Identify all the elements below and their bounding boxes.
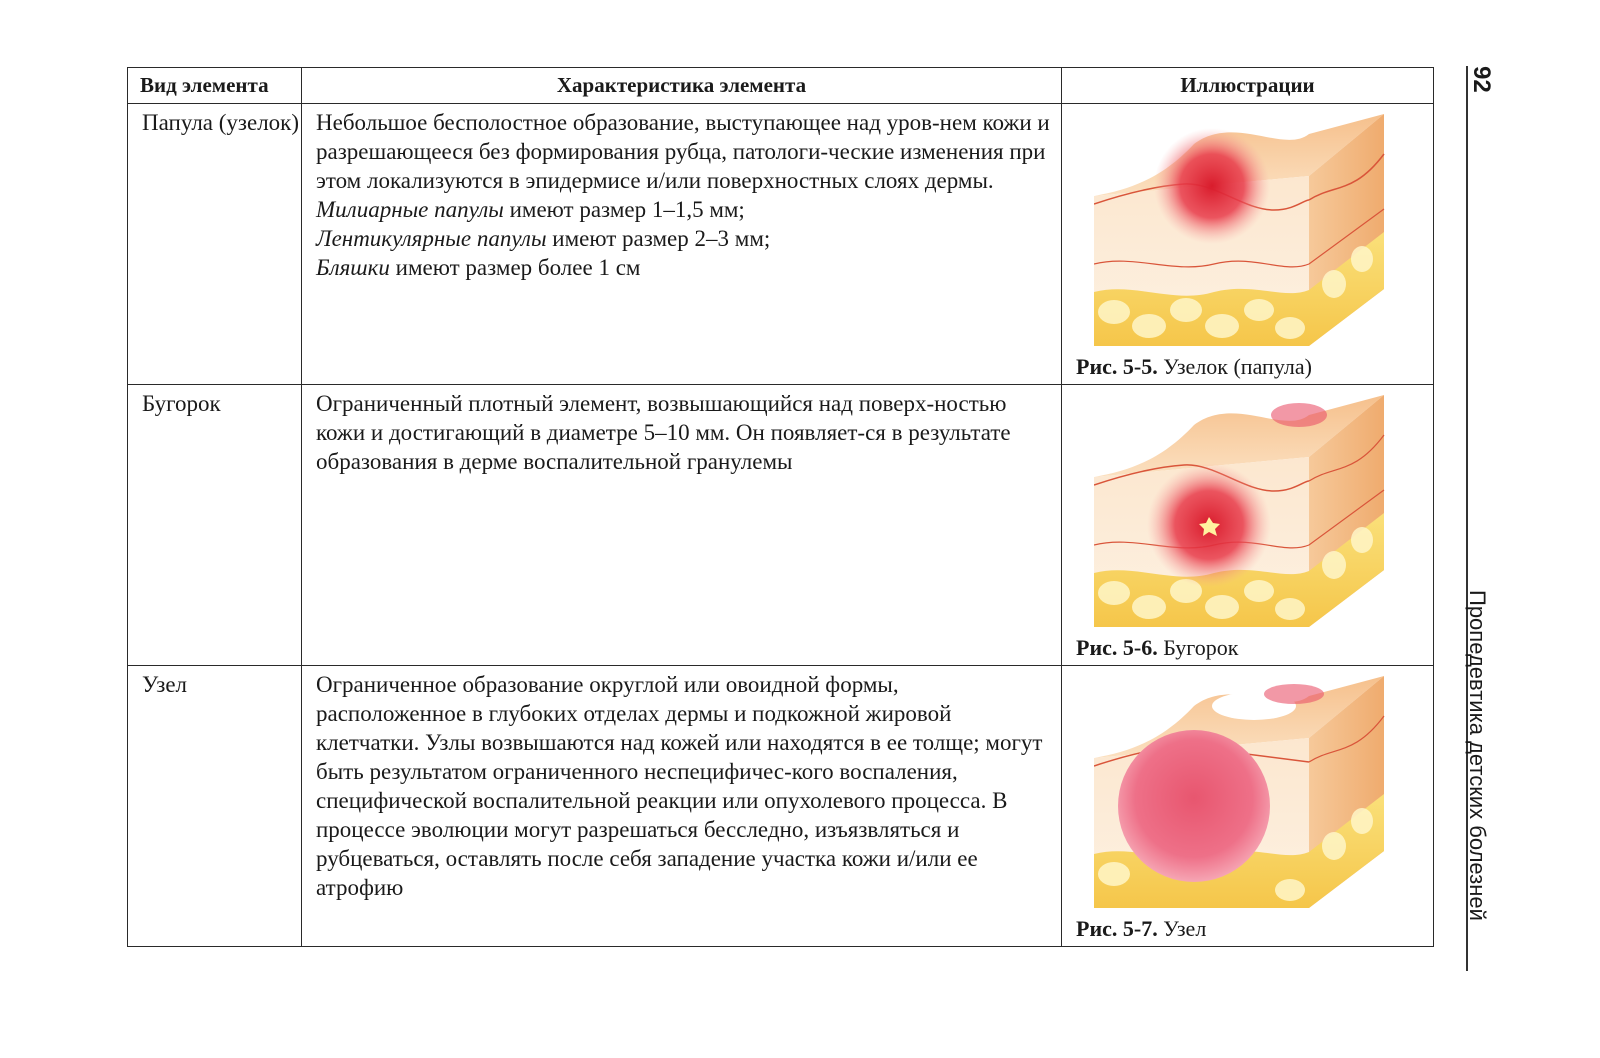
elements-table	[127, 67, 1434, 947]
element-description	[302, 666, 1062, 947]
table-row-papule	[128, 104, 1434, 385]
description-text: Небольшое бесполостное образование, выступающее над уров-нем кожи и разрешающееся без формирования рубца, патологи-ческие изменения при этом локализуются в эпидермисе и/или поверхностных слоях дермы.	[316, 110, 1050, 193]
table-row-tubercle	[128, 385, 1434, 666]
subtype-plaque: Бляшки имеют размер более 1 см	[316, 255, 641, 280]
illustration-cell	[1062, 385, 1434, 666]
element-name: Папула (узелок)	[128, 104, 302, 385]
subtype-lenticular: Лентикулярные папулы имеют размер 2–3 мм;	[316, 226, 771, 251]
element-description	[302, 385, 1062, 666]
header-element-type: Вид элемента	[128, 68, 302, 104]
figure-caption: Рис. 5-7. Узел	[1076, 916, 1207, 941]
illustration-cell	[1062, 104, 1434, 385]
header-illustrations: Иллюстрации	[1062, 68, 1434, 104]
illustration-cell	[1062, 666, 1434, 947]
page-number: 92	[1468, 66, 1495, 93]
description-text: Ограниченный плотный элемент, возвышающийся над поверх-ностью кожи и достигающий в диаметре 5–10 мм. Он появляет-ся в результате образования в дерме воспалительной гранулемы	[316, 391, 1011, 474]
description-text: Ограниченное образование округлой или овоидной формы, расположенное в глубоких отделах дермы и подкожной жировой клетчатки. Узлы возвышаются над кожей или находятся в ее толще; могут быть результатом ограниченного неспецифичес-кого воспаления, специфической воспалительной реакции или опухолевого процесса. В процессе эволюции могут разрешаться бесследно, изъязвляться и рубцеваться, оставлять после себя западение участка кожи и/или ее атрофию	[316, 672, 1043, 900]
element-description	[302, 104, 1062, 385]
subtype-miliary: Милиарные папулы имеют размер 1–1,5 мм;	[316, 197, 745, 222]
header-characteristic: Характеристика элемента	[302, 68, 1062, 104]
element-name: Бугорок	[128, 385, 302, 666]
papule-figure	[1094, 114, 1400, 346]
running-title: Пропедевтика детских болезней	[1465, 590, 1490, 921]
table-row-node	[128, 666, 1434, 947]
element-name: Узел	[128, 666, 302, 947]
figure-caption: Рис. 5-5. Узелок (папула)	[1076, 354, 1312, 379]
node-figure	[1094, 676, 1400, 908]
tubercle-figure	[1094, 395, 1400, 627]
figure-caption: Рис. 5-6. Бугорок	[1076, 635, 1239, 660]
